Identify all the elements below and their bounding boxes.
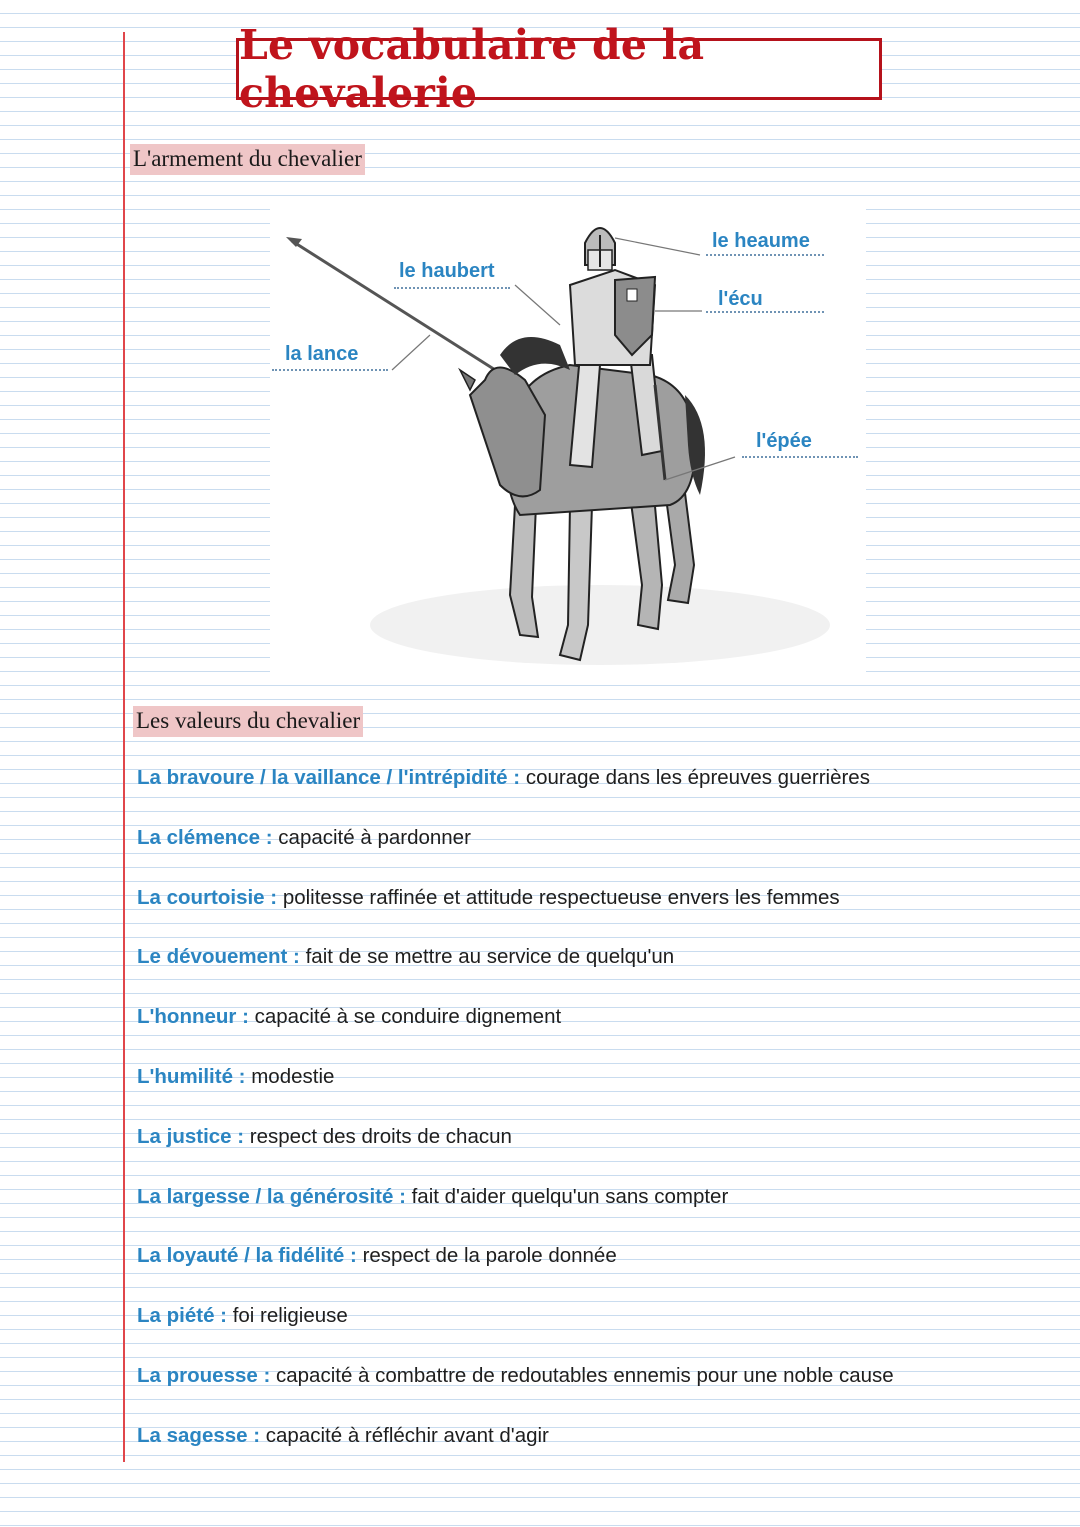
value-definition: politesse raffinée et attitude respectueuse envers les femmes — [282, 885, 840, 909]
dotted-line — [272, 369, 388, 371]
dotted-line — [742, 456, 858, 458]
value-definition: capacité à réfléchir avant d'agir — [265, 1423, 549, 1447]
label-ecu: l'écu — [718, 288, 763, 310]
dotted-line — [706, 311, 824, 313]
value-term: L'honneur : — [137, 1005, 249, 1029]
section-heading-armement: L'armement du chevalier — [130, 144, 365, 175]
value-item — [137, 1420, 1037, 1480]
value-item — [137, 941, 1037, 1001]
value-term: La courtoisie : — [137, 885, 278, 909]
value-definition: respect de la parole donnée — [362, 1244, 617, 1268]
value-definition: respect des droits de chacun — [249, 1124, 512, 1148]
value-term: La prouesse : — [137, 1363, 271, 1387]
value-term: La sagesse : — [137, 1423, 261, 1447]
value-definition: modestie — [251, 1064, 335, 1088]
value-definition: fait de se mettre au service de quelqu'un — [305, 945, 675, 969]
dotted-line — [706, 254, 824, 256]
value-term: La clémence : — [137, 825, 273, 849]
value-term: La largesse / la générosité : — [137, 1184, 406, 1208]
section-heading-valeurs: Les valeurs du chevalier — [133, 706, 363, 737]
value-term: La bravoure / la vaillance / l'intrépidité : — [137, 766, 521, 789]
value-item — [137, 1181, 1037, 1241]
title-box — [236, 21, 882, 117]
value-item — [137, 1240, 1037, 1300]
value-item — [137, 822, 1037, 882]
value-item — [137, 1121, 1037, 1181]
label-epee: l'épée — [756, 430, 812, 452]
values-list — [137, 762, 1037, 1480]
value-term: La loyauté / la fidélité : — [137, 1244, 357, 1268]
label-heaume: le heaume — [712, 230, 810, 252]
value-item — [137, 762, 1037, 822]
dotted-line — [394, 287, 510, 289]
value-definition: capacité à pardonner — [278, 825, 471, 849]
value-item — [137, 1300, 1037, 1360]
value-definition: foi religieuse — [232, 1304, 348, 1328]
margin-line — [123, 32, 125, 1462]
value-term: L'humilité : — [137, 1064, 246, 1088]
value-term: La justice : — [137, 1124, 245, 1148]
value-item — [137, 1001, 1037, 1061]
value-item — [137, 882, 1037, 942]
value-item — [137, 1061, 1037, 1121]
value-term: La piété : — [137, 1304, 227, 1328]
page-title: Le vocabulaire de la chevalerie — [239, 21, 705, 117]
label-haubert: le haubert — [399, 260, 495, 282]
value-item — [137, 1360, 1037, 1420]
label-lance: la lance — [285, 343, 359, 365]
value-term: Le dévouement : — [137, 945, 300, 969]
value-definition: fait d'aider quelqu'un sans compter — [411, 1184, 729, 1208]
value-definition: courage dans les épreuves guerrières — [525, 766, 870, 789]
value-definition: capacité à combattre de redoutables ennemis pour une noble cause — [276, 1363, 894, 1387]
value-definition: capacité à se conduire dignement — [254, 1005, 562, 1029]
